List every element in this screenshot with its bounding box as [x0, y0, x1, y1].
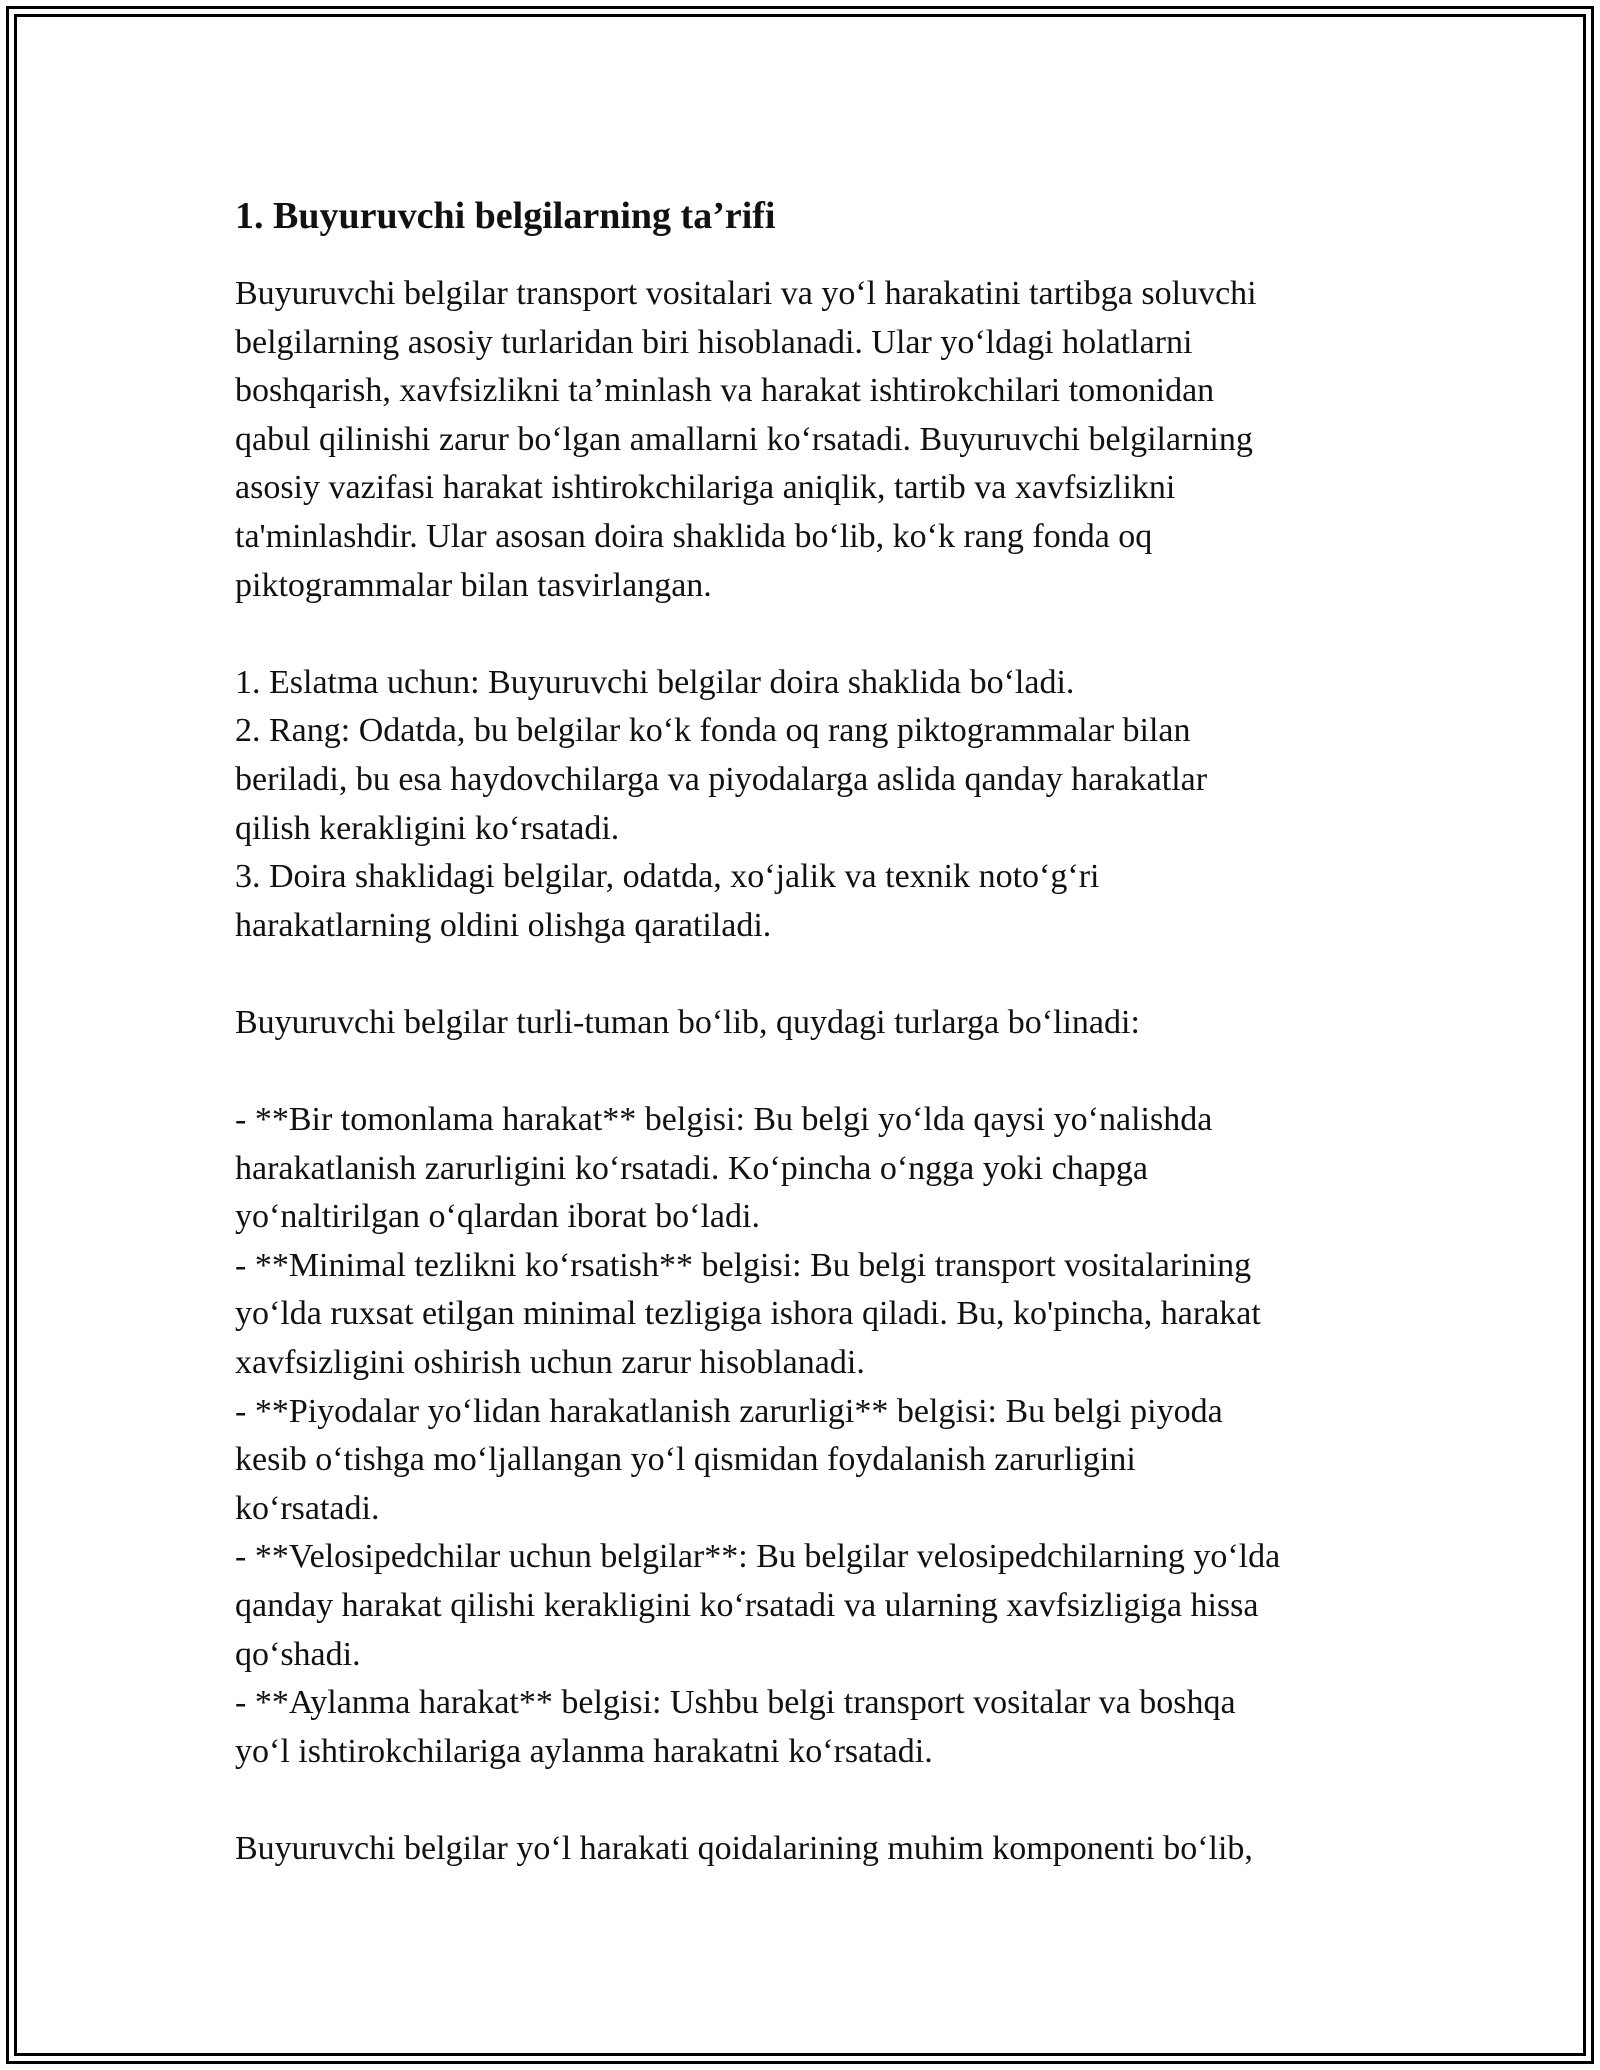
text-line: Buyuruvchi belgilar yo‘l harakati qoidalarining muhim komponenti bo‘lib,	[235, 1830, 1253, 1867]
intro-paragraph	[235, 270, 1385, 610]
paragraph-gap	[235, 610, 1385, 659]
types-intro	[235, 999, 1385, 1048]
list-item: - **Piyodalar yo‘lidan harakatlanish zarurligi** belgisi: Bu belgi piyoda	[235, 1392, 1223, 1430]
paragraph-gap	[235, 1776, 1385, 1825]
text-line: boshqarish, xavfsizlikni ta’minlash va harakat ishtirokchilari tomonidan	[235, 372, 1215, 410]
list-item: qo‘shadi.	[235, 1635, 361, 1673]
text-line: asosiy vazifasi harakat ishtirokchilariga aniqlik, tartib va xavfsizlikni	[235, 469, 1176, 507]
document-body	[235, 188, 1385, 1874]
list-item: qanday harakat qilishi kerakligini ko‘rsatadi va ularning xavfsizligiga hissa	[235, 1587, 1259, 1625]
list-item: ko‘rsatadi.	[235, 1489, 380, 1527]
list-item: 1. Eslatma uchun: Buyuruvchi belgilar doira shaklida bo‘ladi.	[235, 663, 1075, 701]
list-item: - **Minimal tezlikni ko‘rsatish** belgisi: Bu belgi transport vositalarining	[235, 1246, 1252, 1284]
list-item: harakatlanish zarurligini ko‘rsatadi. Ko‘pincha o‘ngga yoki chapga	[235, 1149, 1148, 1187]
closing-paragraph	[235, 1825, 1385, 1874]
paragraph-gap	[235, 1048, 1385, 1097]
list-item: yo‘lda ruxsat etilgan minimal tezligiga ishora qiladi. Bu, ko'pincha, harakat	[235, 1295, 1261, 1333]
list-item: xavfsizligini oshirish uchun zarur hisoblanadi.	[235, 1344, 865, 1382]
text-line: belgilarning asosiy turlaridan biri hisoblanadi. Ular yo‘ldagi holatlarni	[235, 323, 1193, 361]
section-heading: 1. Buyuruvchi belgilarning ta’rifi	[235, 195, 776, 237]
list-item: - **Velosipedchilar uchun belgilar**: Bu belgilar velosipedchilarning yo‘lda	[235, 1538, 1281, 1576]
list-item: kesib o‘tishga mo‘ljallangan yo‘l qismidan foydalanish zarurligini	[235, 1441, 1136, 1479]
numbered-list	[235, 659, 1385, 951]
text-line: qabul qilinishi zarur bo‘lgan amallarni ko‘rsatadi. Buyuruvchi belgilarning	[235, 420, 1253, 458]
list-item: - **Aylanma harakat** belgisi: Ushbu belgi transport vositalar va boshqa	[235, 1684, 1236, 1722]
list-item: yo‘naltirilgan o‘qlardan iborat bo‘ladi.	[235, 1198, 760, 1236]
text-line: Buyuruvchi belgilar turli-tuman bo‘lib, quydagi turlarga bo‘linadi:	[235, 1003, 1140, 1041]
text-line: ta'minlashdir. Ular asosan doira shaklida bo‘lib, ko‘k rang fonda oq	[235, 517, 1153, 555]
list-item: beriladi, bu esa haydovchilarga va piyodalarga aslida qanday harakatlar	[235, 760, 1208, 798]
list-item: qilish kerakligini ko‘rsatadi.	[235, 809, 620, 847]
list-item: - **Bir tomonlama harakat** belgisi: Bu belgi yo‘lda qaysi yo‘nalishda	[235, 1101, 1213, 1139]
paragraph-gap	[235, 950, 1385, 999]
list-item: 3. Doira shaklidagi belgilar, odatda, xo‘jalik va texnik noto‘g‘ri	[235, 858, 1100, 896]
text-line: Buyuruvchi belgilar transport vositalari va yo‘l harakatini tartibga soluvchi	[235, 275, 1257, 312]
list-item: 2. Rang: Odatda, bu belgilar ko‘k fonda oq rang piktogrammalar bilan	[235, 712, 1191, 750]
list-item: yo‘l ishtirokchilariga aylanma harakatni ko‘rsatadi.	[235, 1732, 933, 1770]
text-line: piktogrammalar bilan tasvirlangan.	[235, 566, 712, 604]
list-item: harakatlarning oldini olishga qaratiladi.	[235, 906, 772, 944]
bullet-list	[235, 1096, 1385, 1776]
